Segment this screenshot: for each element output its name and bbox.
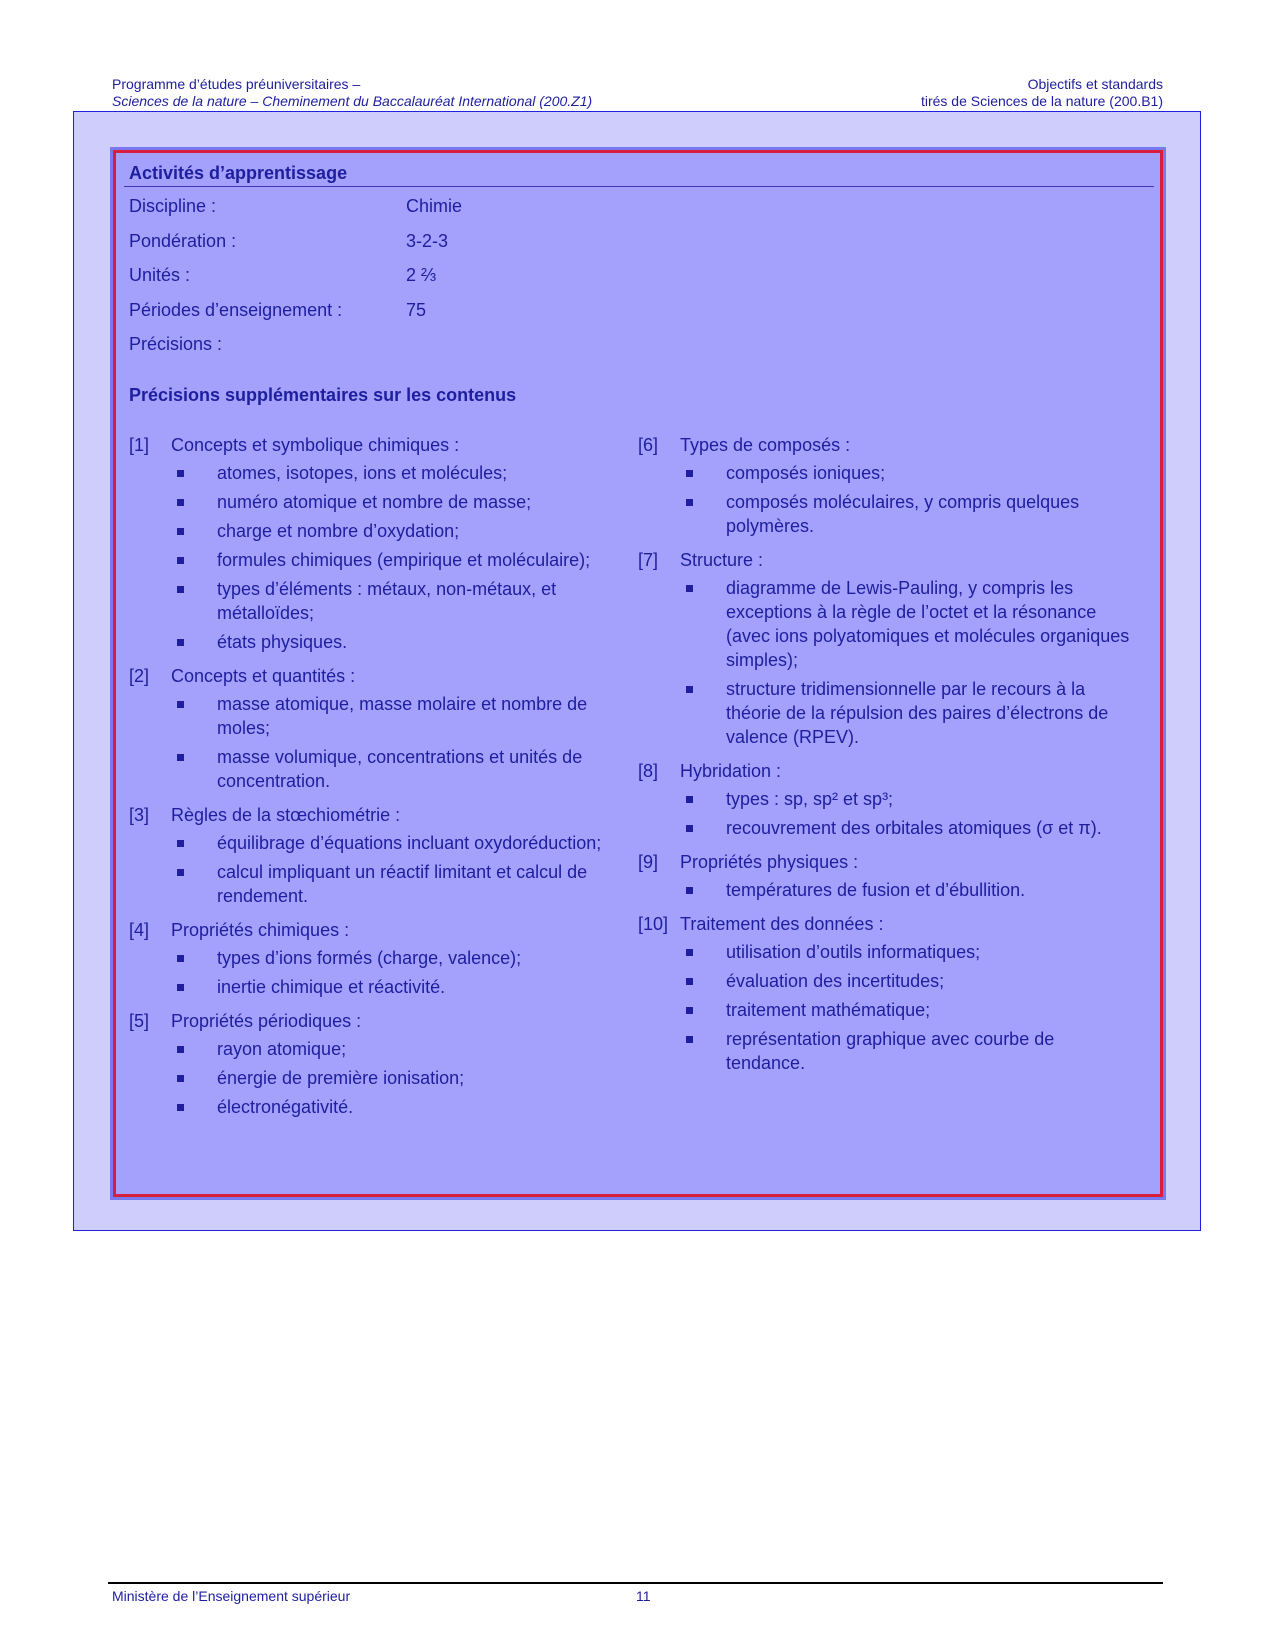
header-path: Sciences de la nature – Cheminement du Baccalauréat International (200.Z1) xyxy=(112,93,593,109)
section-heading xyxy=(129,664,604,688)
list-item: états physiques. xyxy=(129,630,604,654)
field-value-unites: 2 ⅔ xyxy=(406,265,437,285)
bullet-icon xyxy=(686,470,693,477)
list-item: types d’éléments : métaux, non-métaux, et métalloïdes; xyxy=(129,577,604,625)
field-value-ponderation: 3-2-3 xyxy=(406,231,449,251)
page-number: 11 xyxy=(636,1588,651,1604)
section-list xyxy=(638,576,1133,749)
bullet-icon xyxy=(686,1007,693,1014)
section-number: [7] xyxy=(638,550,659,570)
section-number: [8] xyxy=(638,761,659,781)
list-item: électronégativité. xyxy=(129,1095,604,1119)
bullet-icon xyxy=(686,585,693,592)
list-item: inertie chimique et réactivité. xyxy=(129,975,604,999)
list-item: énergie de première ionisation; xyxy=(129,1066,604,1090)
list-item: masse atomique, masse molaire et nombre de moles; xyxy=(129,692,604,740)
list-item: types d’ions formés (charge, valence); xyxy=(129,946,604,970)
bullet-icon xyxy=(686,499,693,506)
bullet-icon xyxy=(686,1036,693,1043)
section-number: [6] xyxy=(638,435,659,455)
bullet-icon xyxy=(686,978,693,985)
bullet-icon xyxy=(177,557,184,564)
list-item: représentation graphique avec courbe de tendance. xyxy=(638,1027,1133,1075)
section-list xyxy=(129,1037,604,1119)
header-source: tirés de Sciences de la nature (200.B1) xyxy=(920,93,1163,109)
section-heading xyxy=(638,548,1133,572)
bullet-icon xyxy=(177,701,184,708)
field-label-discipline: Discipline : xyxy=(129,196,217,216)
bullet-icon xyxy=(686,686,693,693)
field-value-discipline: Chimie xyxy=(406,196,463,216)
section-heading xyxy=(638,759,1133,783)
field-value-periodes: 75 xyxy=(406,300,427,320)
bullet-icon xyxy=(177,528,184,535)
section-title: Règles de la stœchiométrie : xyxy=(171,805,401,825)
page-header-left xyxy=(112,76,592,110)
section-heading xyxy=(638,912,1133,936)
section-title: Hybridation : xyxy=(680,761,782,781)
bullet-icon xyxy=(177,639,184,646)
bullet-icon xyxy=(686,796,693,803)
list-item: masse volumique, concentrations et unités de concentration. xyxy=(129,745,604,793)
list-item: températures de fusion et d’ébullition. xyxy=(638,878,1133,902)
section-heading xyxy=(129,918,604,942)
list-item: charge et nombre d’oxydation; xyxy=(129,519,604,543)
list-item: structure tridimensionnelle par le recours à la théorie de la répulsion des paires d’électrons de valence (RPEV). xyxy=(638,677,1133,749)
page-header-right xyxy=(921,76,1163,110)
footer-rule xyxy=(108,1582,1163,1584)
header-objectives: Objectifs et standards xyxy=(1027,76,1163,92)
section-title: Propriétés chimiques : xyxy=(171,920,350,940)
card-title: Activités d’apprentissage xyxy=(129,163,348,183)
section-number: [4] xyxy=(129,920,150,940)
section-heading xyxy=(129,1009,604,1033)
list-item: types : sp, sp² et sp³; xyxy=(638,787,1133,811)
bullet-icon xyxy=(177,499,184,506)
section-list xyxy=(638,878,1133,902)
bullet-icon xyxy=(177,754,184,761)
section-heading xyxy=(638,433,1133,457)
bullet-icon xyxy=(686,887,693,894)
bullet-icon xyxy=(177,984,184,991)
section-list xyxy=(638,787,1133,840)
title-rule xyxy=(124,186,1154,187)
list-item: traitement mathématique; xyxy=(638,998,1133,1022)
bullet-icon xyxy=(686,825,693,832)
section-heading xyxy=(638,850,1133,874)
section-list xyxy=(638,461,1133,538)
section-heading xyxy=(129,803,604,827)
bullet-icon xyxy=(177,1104,184,1111)
bullet-icon xyxy=(177,840,184,847)
bullet-icon xyxy=(177,955,184,962)
content-column-left xyxy=(129,433,604,1129)
section-number: [5] xyxy=(129,1011,150,1031)
list-item: recouvrement des orbitales atomiques (σ et π). xyxy=(638,816,1133,840)
section-number: [2] xyxy=(129,666,150,686)
field-label-ponderation: Pondération : xyxy=(129,231,237,251)
list-item: composés moléculaires, y compris quelques polymères. xyxy=(638,490,1133,538)
field-label-precisions: Précisions : xyxy=(129,334,223,354)
list-item: numéro atomique et nombre de masse; xyxy=(129,490,604,514)
section-title: Types de composés : xyxy=(680,435,851,455)
bullet-icon xyxy=(177,1046,184,1053)
list-item: formules chimiques (empirique et moléculaire); xyxy=(129,548,604,572)
bullet-icon xyxy=(177,869,184,876)
section-title: Concepts et quantités : xyxy=(171,666,356,686)
section-list xyxy=(129,461,604,654)
bullet-icon xyxy=(177,586,184,593)
section-number: [10] xyxy=(638,914,669,934)
section-list xyxy=(129,692,604,793)
list-item: utilisation d’outils informatiques; xyxy=(638,940,1133,964)
section-number: [1] xyxy=(129,435,150,455)
footer-ministry: Ministère de l’Enseignement supérieur xyxy=(112,1588,351,1604)
section-title: Propriétés périodiques : xyxy=(171,1011,362,1031)
bullet-icon xyxy=(686,949,693,956)
list-item: rayon atomique; xyxy=(129,1037,604,1061)
list-item: atomes, isotopes, ions et molécules; xyxy=(129,461,604,485)
section-heading xyxy=(129,433,604,457)
section-list xyxy=(129,831,604,908)
section-title: Traitement des données : xyxy=(680,914,884,934)
header-program: Programme d’études préuniversitaires – xyxy=(112,76,361,92)
content-column-right xyxy=(638,433,1133,1085)
section-number: [3] xyxy=(129,805,150,825)
card-subtitle: Précisions supplémentaires sur les contenus xyxy=(129,385,517,405)
section-list xyxy=(129,946,604,999)
section-list xyxy=(638,940,1133,1075)
list-item: calcul impliquant un réactif limitant et calcul de rendement. xyxy=(129,860,604,908)
learning-activities-card xyxy=(113,150,1163,1197)
section-title: Structure : xyxy=(680,550,764,570)
list-item: composés ioniques; xyxy=(638,461,1133,485)
field-label-unites: Unités : xyxy=(129,265,191,285)
bullet-icon xyxy=(177,470,184,477)
list-item: équilibrage d’équations incluant oxydoréduction; xyxy=(129,831,604,855)
list-item: diagramme de Lewis-Pauling, y compris les exceptions à la règle de l’octet et la résonance (avec ions polyatomiques et molécules organiques simples); xyxy=(638,576,1133,672)
list-item: évaluation des incertitudes; xyxy=(638,969,1133,993)
section-title: Propriétés physiques : xyxy=(680,852,859,872)
bullet-icon xyxy=(177,1075,184,1082)
section-number: [9] xyxy=(638,852,659,872)
section-title: Concepts et symbolique chimiques : xyxy=(171,435,460,455)
field-label-periodes: Périodes d’enseignement : xyxy=(129,300,343,320)
